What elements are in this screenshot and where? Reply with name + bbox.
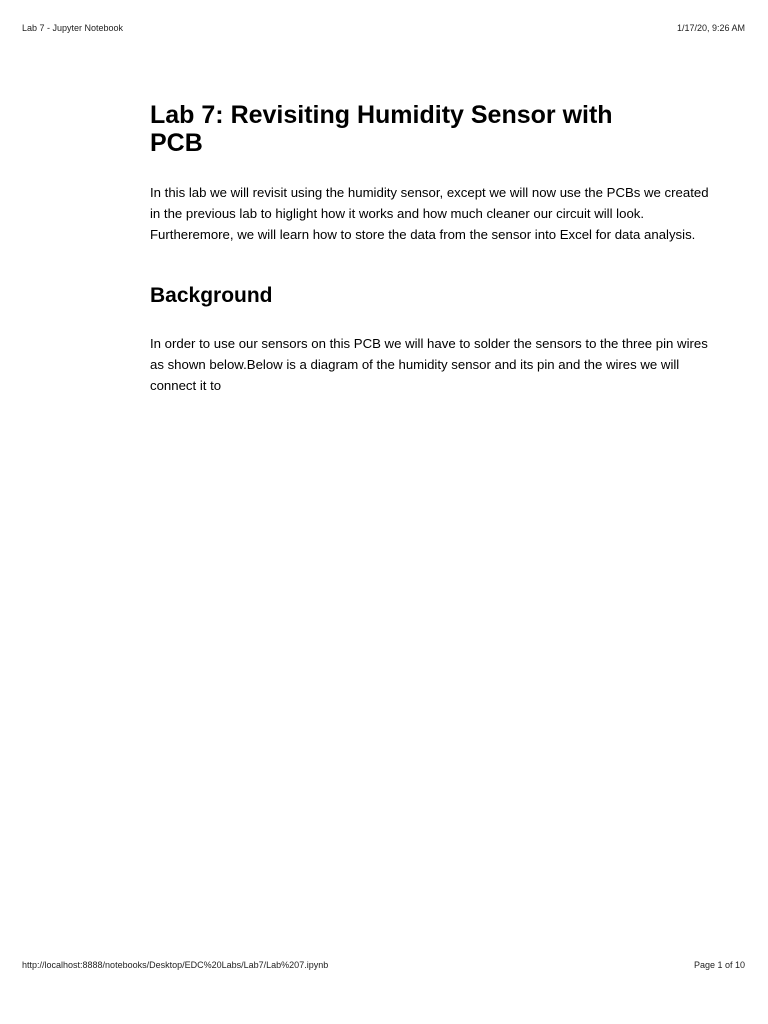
document-title: Lab 7 - Jupyter Notebook <box>22 23 124 33</box>
print-header <box>22 23 745 33</box>
intro-paragraph: In this lab we will revisit using the humidity sensor, except we will now use the PCBs we created in the previous lab to higlight how it works and how much cleaner our circuit will look. Furtheremore, we will learn how to store the data from the sensor into Excel for data analysis. <box>150 185 709 242</box>
notebook-content <box>150 101 718 396</box>
print-datetime: 1/17/20, 9:26 AM <box>676 23 745 33</box>
page-title: Lab 7: Revisiting Humidity Sensor with PCB <box>150 101 613 157</box>
page-number: Page 1 of 10 <box>693 960 745 970</box>
background-paragraph: In order to use our sensors on this PCB we will have to solder the sensors to the three pin wires as shown below.Below is a diagram of the humidity sensor and its pin and the wires we will connect it to <box>150 336 708 393</box>
print-footer <box>22 960 745 970</box>
background-heading: Background <box>150 284 273 307</box>
notebook-url: http://localhost:8888/notebooks/Desktop/EDC%20Labs/Lab7/Lab%207.ipynb <box>22 960 329 970</box>
